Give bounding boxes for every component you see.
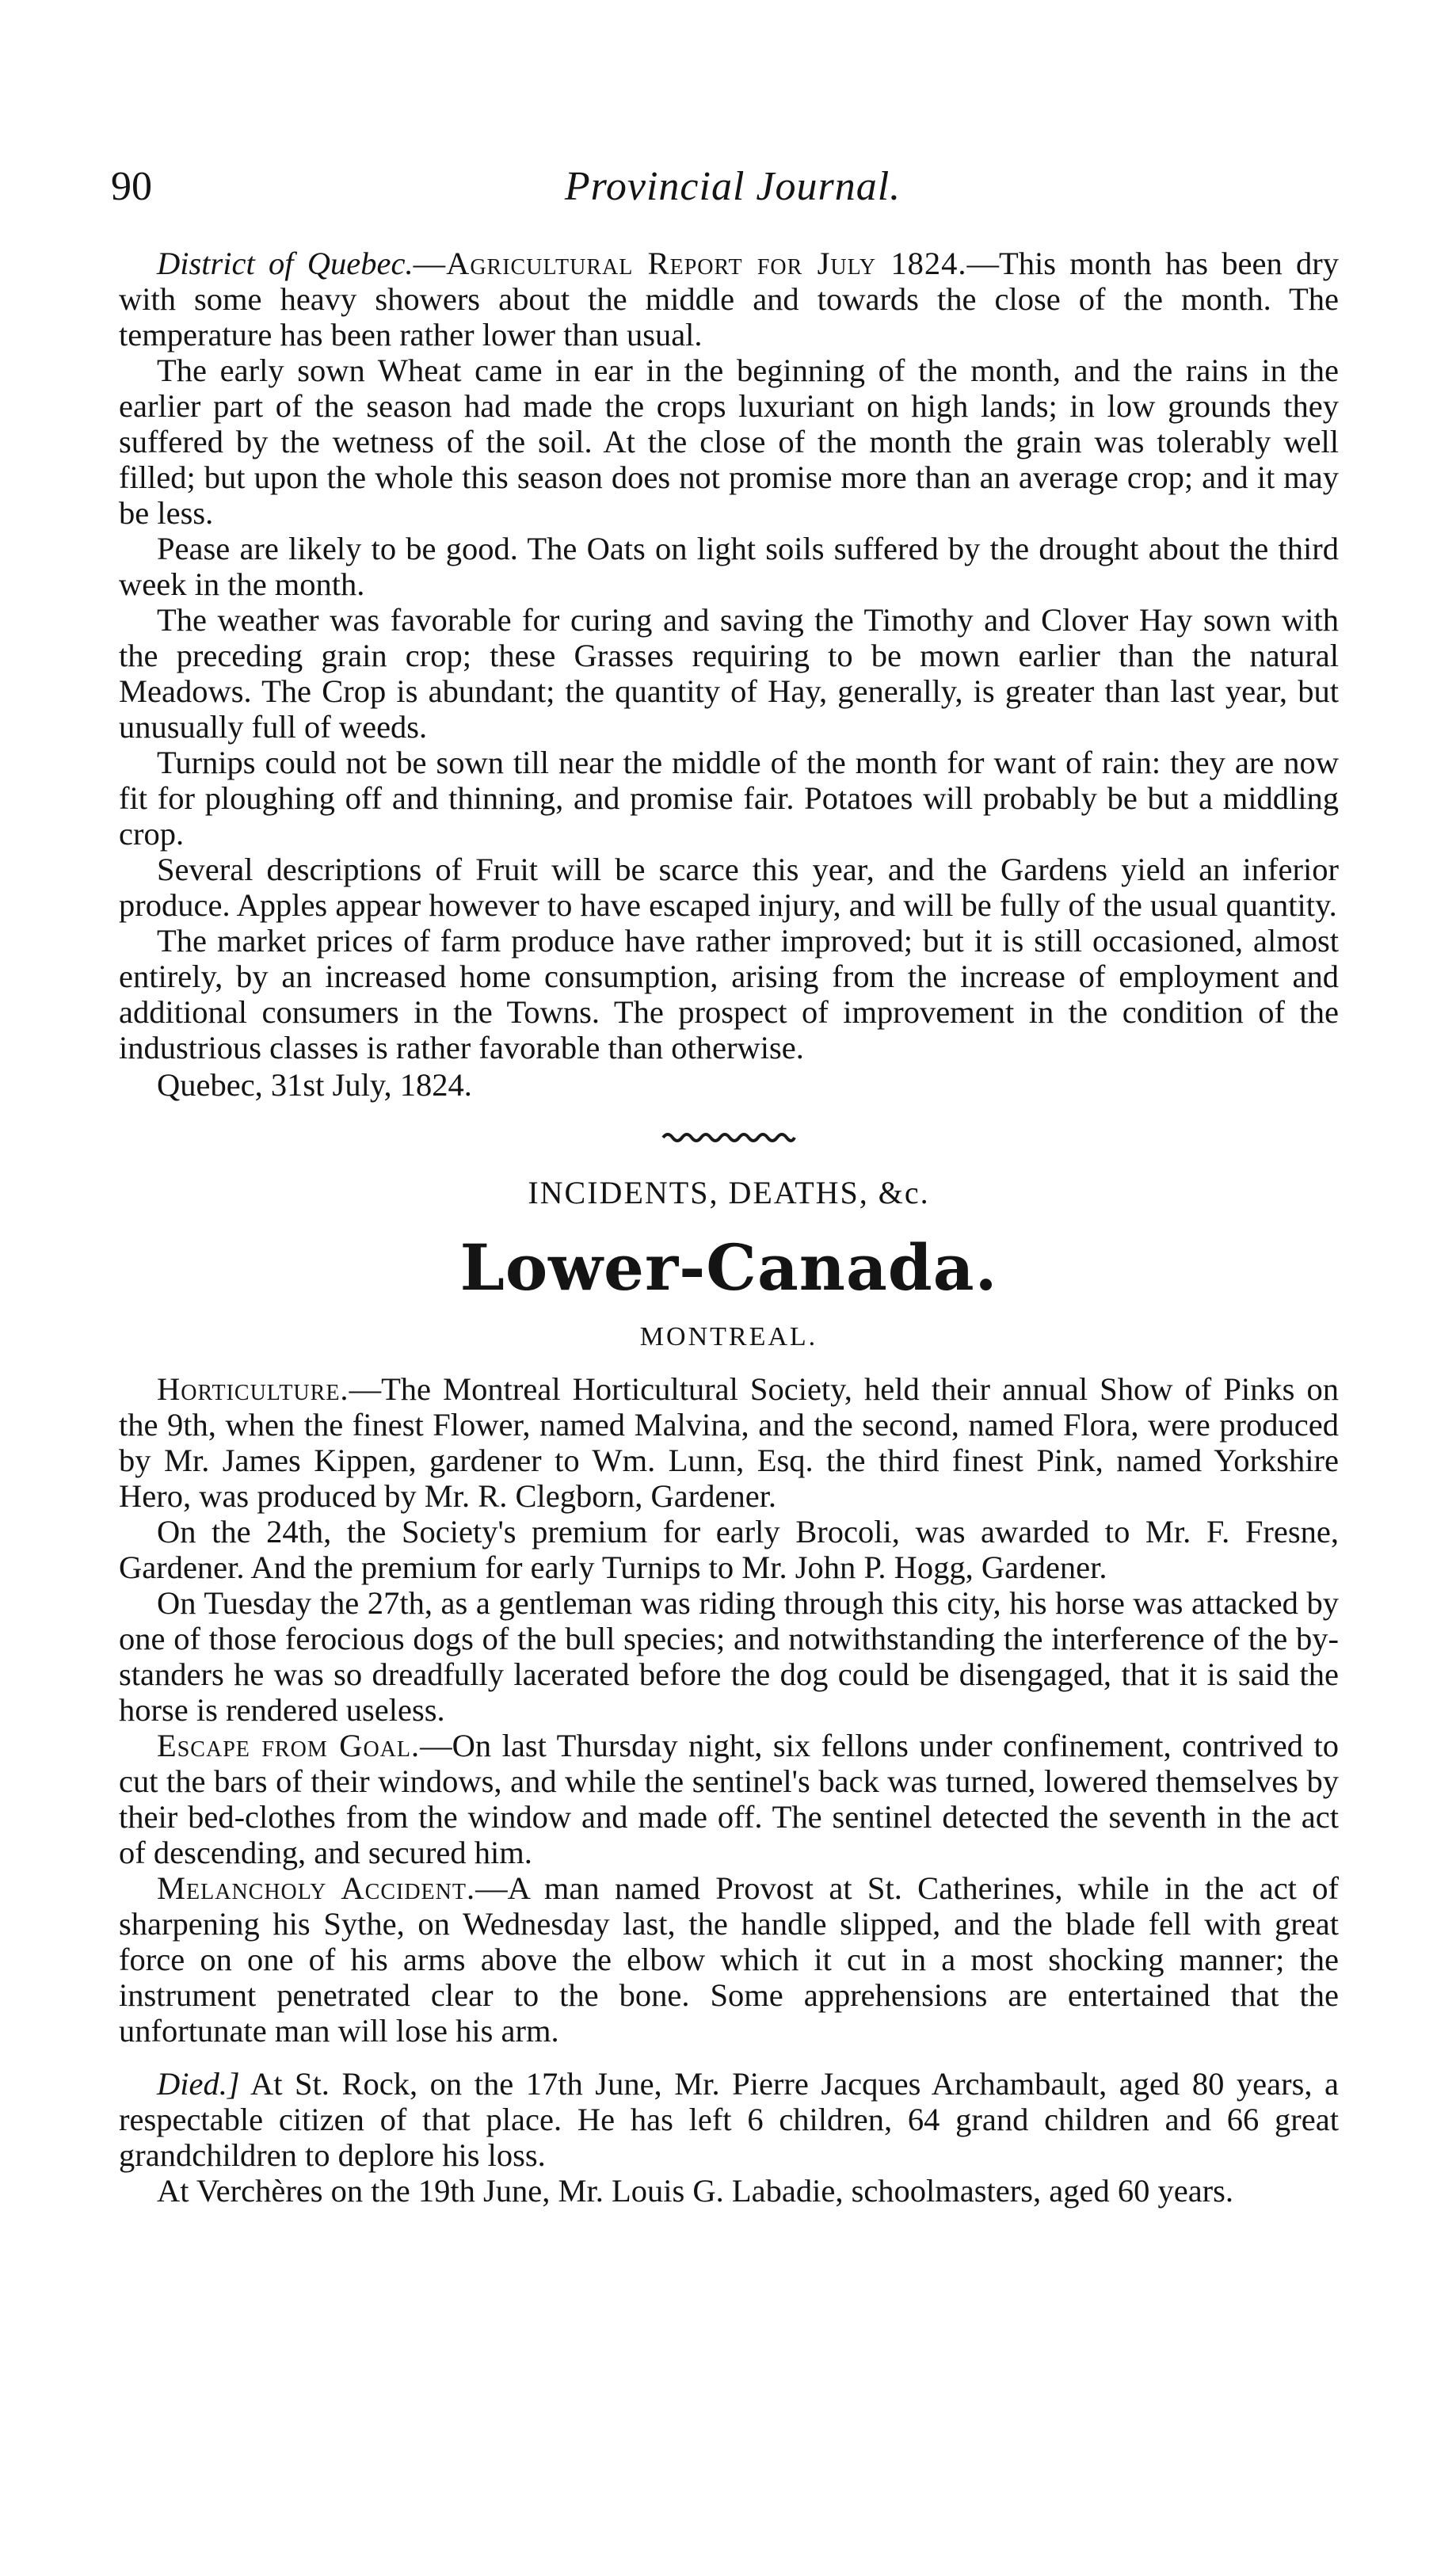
- horticulture-lead: Horticulture.: [157, 1371, 349, 1407]
- report-heading: —Agricultural Report for July 1824.: [413, 246, 967, 281]
- horticulture-paragraph: [119, 1371, 1339, 1514]
- page-body: [119, 246, 1339, 2209]
- report-district: District of Quebec.: [157, 246, 414, 281]
- brocoli-paragraph: On the 24th, the Society's premium for early Brocoli, was awarded to Mr. F. Fresne, Gardener. And the premium for early Turnips to Mr. John P. Hogg, Gardener.: [119, 1514, 1339, 1585]
- horticulture-text: —The Montreal Horticultural Society, held their annual Show of Pinks on the 9th, when the finest Flower, named Malvina, and the second, named Flora, were produced by Mr. James Kippen, gardener to Wm. Lunn, Esq. the third finest Pink, named Yorkshire Hero, was produced by Mr. R. Clegborn, Gardener.: [119, 1371, 1339, 1514]
- report-paragraph: The early sown Wheat came in ear in the beginning of the month, and the rains in the earlier part of the season had made the crops luxuriant on high lands; in low grounds they suffered by the wetness of the soil. At the close of the month the grain was tolerably well filled; but upon the whole this season does not promise more than an average crop; and it may be less.: [119, 353, 1339, 531]
- running-title: Provincial Journal.: [564, 164, 901, 209]
- paragraph-gap: [119, 2049, 1339, 2066]
- accident-lead: Melancholy Accident.: [157, 1870, 476, 1906]
- escape-text: —On last Thursday night, six fellons under confinement, contrived to cut the bars of their windows, and while the sentinel's back was turned, lowered themselves by their bed-clothes from the window and made off. The sentinel detected the seventh in the act of descending, and secured him.: [119, 1728, 1340, 1870]
- report-paragraph: Turnips could not be sown till near the middle of the month for want of rain: they are now fit for ploughing off and thinning, and promise fair. Potatoes will probably be but a middling crop.: [119, 745, 1339, 852]
- incidents-heading: INCIDENTS, DEATHS, &c.: [528, 1175, 930, 1210]
- agricultural-report: [119, 246, 1339, 1103]
- ornamental-rule: [661, 1125, 796, 1150]
- escape-lead: Escape from Goal.: [157, 1728, 421, 1763]
- died-text: At St. Rock, on the 17th June, Mr. Pierre Jacques Archambault, aged 80 years, a respectable citizen of that place. He has left 6 children, 64 grand children and 66 great grandchildren to deplore his loss.: [119, 2066, 1339, 2173]
- report-dateline: Quebec, 31st July, 1824.: [157, 1067, 472, 1103]
- incidents-section: [119, 1174, 1339, 2209]
- report-opening-paragraph: [119, 246, 1339, 353]
- vercheres-paragraph: At Verchères on the 19th June, Mr. Louis G. Labadie, schoolmasters, aged 60 years.: [157, 2173, 1234, 2209]
- dog-attack-paragraph: On Tuesday the 27th, as a gentleman was riding through this city, his horse was attacked by one of those ferocious dogs of the bull species; and notwithstanding the interference of the by-standers he was so dreadfully lacerated before the dog could be disengaged, that it is said the horse is rendered useless.: [119, 1585, 1339, 1728]
- died-paragraph: [119, 2066, 1339, 2173]
- accident-text: —A man named Provost at St. Catherines, while in the act of sharpening his Sythe, on Wednesday last, the handle slipped, and the blade fell with great force on one of his arms above the elbow which it cut in a most shocking manner; the instrument penetrated clear to the bone. Some apprehensions are entertained that the unfortunate man will lose his arm.: [119, 1870, 1339, 2049]
- died-lead: Died.]: [157, 2066, 240, 2102]
- city-heading: MONTREAL.: [639, 1322, 818, 1351]
- report-paragraph: Several descriptions of Fruit will be scarce this year, and the Gardens yield an inferior produce. Apples appear however to have escaped injury, and will be fully of the usual quantity.: [119, 852, 1339, 923]
- report-paragraph: The weather was favorable for curing and saving the Timothy and Clover Hay sown with the preceding grain crop; these Grasses requiring to be mown earlier than the natural Meadows. The Crop is abundant; the quantity of Hay, generally, is greater than last year, but unusually full of weeds.: [119, 602, 1339, 745]
- page-number: 90: [111, 164, 152, 209]
- report-opening-text: —This month has been dry with some heavy showers about the middle and towards the close of the month. The temperature has been rather lower than usual.: [119, 246, 1340, 353]
- page-header: [111, 163, 1355, 227]
- report-paragraph: Pease are likely to be good. The Oats on light soils suffered by the drought about the third week in the month.: [119, 531, 1339, 602]
- report-paragraph: The market prices of farm produce have rather improved; but it is still occasioned, almost entirely, by an increased home consumption, arising from the increase of employment and additional consumers in the Towns. The prospect of improvement in the condition of the industrious classes is rather favorable than otherwise.: [119, 923, 1339, 1065]
- escape-paragraph: [119, 1728, 1339, 1870]
- region-heading: Lower-Canada.: [459, 1230, 998, 1305]
- accident-paragraph: [119, 1870, 1339, 2049]
